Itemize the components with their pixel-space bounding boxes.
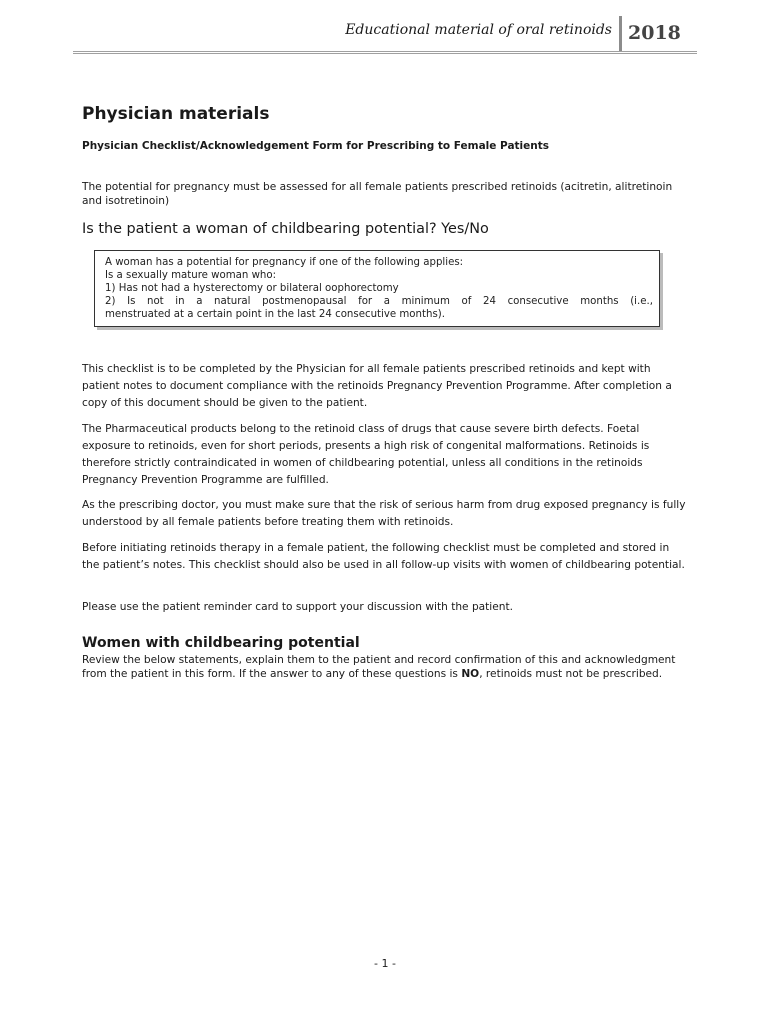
reminder-card-paragraph: Please use the patient reminder card to support your discussion with the patient. bbox=[82, 601, 514, 613]
review-paragraph bbox=[82, 653, 694, 681]
header-year: 2018 bbox=[628, 22, 681, 44]
header-rule bbox=[73, 51, 697, 54]
checklist-instructions-paragraph: Before initiating retinoids therapy in a female patient, the following checklist must be completed and stored in the patient’s notes. This checklist should also be used in all follow-up visits with women of childbearing potential. bbox=[82, 542, 685, 571]
definition-line: 1) Has not had a hysterectomy or bilateral oophorectomy bbox=[105, 283, 399, 294]
definition-box bbox=[94, 250, 660, 327]
checklist-purpose-paragraph: This checklist is to be completed by the Physician for all female patients prescribed retinoids and kept with patient notes to document compliance with the retinoids Pregnancy Prevention Programme. After completion a copy of this document should be given to the patient. bbox=[82, 363, 672, 409]
form-subtitle: Physician Checklist/Acknowledgement Form for Prescribing to Female Patients bbox=[82, 140, 550, 152]
page-title: Physician materials bbox=[82, 104, 270, 124]
definition-line: A woman has a potential for pregnancy if one of the following applies: bbox=[105, 257, 464, 268]
prescriber-responsibility-paragraph: As the prescribing doctor, you must make sure that the risk of serious harm from drug exposed pregnancy is fully understood by all female patients before treating them with retinoids. bbox=[82, 499, 686, 528]
header-title: Educational material of oral retinoids bbox=[345, 22, 612, 38]
section-heading: Women with childbearing potential bbox=[82, 635, 360, 651]
childbearing-question: Is the patient a woman of childbearing potential? Yes/No bbox=[82, 221, 489, 237]
review-text-end: , retinoids must not be prescribed. bbox=[479, 668, 663, 680]
review-text-no: NO bbox=[461, 668, 480, 680]
page-number: - 1 - bbox=[374, 957, 396, 970]
definition-line: 2) Is not in a natural postmenopausal for a minimum of 24 consecutive months (i.e., bbox=[105, 296, 653, 307]
review-text-start: Review the below statements, explain them to the patient and record confirmation of this and acknowledgment from the patient in this form. If the answer to any of these questions is bbox=[82, 654, 676, 680]
birth-defects-paragraph: The Pharmaceutical products belong to the retinoid class of drugs that cause severe birth defects. Foetal exposure to retinoids, even for short periods, presents a high risk of congenital malformations. Retinoids is therefore strictly contraindicated in women of childbearing potential, unless all conditions in the retinoids Pregnancy Prevention Programme are fulfilled. bbox=[82, 423, 650, 486]
definition-line: Is a sexually mature woman who: bbox=[105, 270, 277, 281]
header-separator bbox=[619, 16, 622, 52]
definition-line: menstruated at a certain point in the last 24 consecutive months). bbox=[105, 309, 445, 320]
intro-paragraph: The potential for pregnancy must be assessed for all female patients prescribed retinoids (acitretin, alitretinoin and isotretinoin) bbox=[82, 181, 673, 207]
